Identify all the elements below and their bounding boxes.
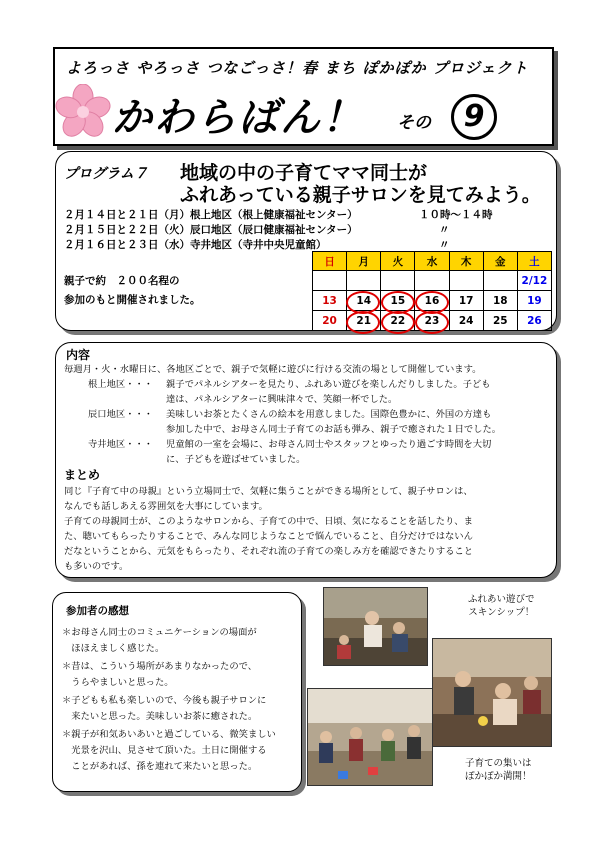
participants-note: 親子で約 ２００名程の: [64, 275, 180, 287]
area-label: 寺井地区・・・: [88, 439, 154, 450]
area-text: 児童館の一室を会場に、お母さん同士やスタッフとゆったり過ごす時間を大切: [166, 439, 492, 450]
schedule-text: ２月１４日と２１日（月）根上地区（根上健康福祉センター）: [64, 209, 358, 221]
schedule-time: 〃: [439, 239, 450, 251]
caption-line: スキンシップ！: [468, 607, 535, 618]
impression-line: ＊子どもも私も楽しいので、今後も親子サロンに: [62, 695, 267, 706]
content-intro: 毎週月・火・水曜日に、各地区ごとで、親子で気軽に遊びに行ける交流の場として開催しています。: [64, 364, 482, 375]
photo-caption: [468, 593, 535, 619]
calendar-cell-event: [415, 291, 449, 311]
summary-line: だなということから、元気をもらったり、それぞれ流の子育ての楽しみ方を確認できたりすること: [64, 546, 474, 557]
calendar-header-row: [313, 252, 552, 271]
day-header: 火: [381, 252, 415, 271]
calendar-week-row: [313, 311, 552, 331]
issue-number: 9: [451, 94, 497, 140]
area-text: 参加した中で、お母さん同士子育てのお話も弾み、親子で癒された１日でした。: [166, 424, 502, 435]
calendar-cell: [347, 271, 381, 291]
calendar-cell-event: [347, 311, 381, 331]
impression-line: 来たいと思った。美味しいお茶に癒された。: [62, 711, 258, 722]
caption-line: ぽかぽか満開！: [465, 771, 532, 782]
calendar-week-row: [313, 271, 552, 291]
impression-line: ＊昔は、こういう場所があまりなかったので、: [62, 661, 258, 672]
project-slogan: よろっさ やろっさ つなごっさ！春 まち ぽかぽか プロジェクト: [66, 59, 529, 77]
calendar-cell-event: [381, 291, 415, 311]
newsletter-title: かわらばん！: [112, 95, 364, 141]
impressions-title: 参加者の感想: [66, 605, 129, 617]
impression-line: ほほえましく感じた。: [62, 643, 165, 654]
calendar-cell: 2/12: [517, 271, 551, 291]
day-header: 月: [347, 252, 381, 271]
summary-line: なんでも話しあえる雰囲気を大事にしています。: [64, 501, 268, 512]
photo-panel-theater: [323, 587, 428, 666]
impression-line: うらやましいと思った。: [62, 677, 174, 688]
impression-line: ＊親子が和気あいあいと過ごしている、微笑ましい: [62, 729, 276, 740]
schedule-text: ２月１６日と２３日（水）寺井地区（寺井中央児童館）: [64, 239, 327, 251]
calendar-cell-event: [415, 311, 449, 331]
summary-line: 子育ての母親同士が、このようなサロンから、子育ての中で、日頃、気になることを話したり、ま: [64, 516, 473, 527]
day-header: 日: [313, 252, 347, 271]
photo-parents-children: [432, 638, 552, 747]
area-text: に、子どもを遊ばせていました。: [166, 454, 306, 465]
issue-label: その: [397, 113, 431, 133]
calendar-cell: 24: [449, 311, 483, 331]
day-header: 金: [483, 252, 517, 271]
day-header: 水: [415, 252, 449, 271]
content-heading: 内容: [66, 348, 91, 362]
area-text: 美味しいお茶とたくさんの絵本を用意しました。国際色豊かに、外国の方達も: [166, 409, 492, 420]
program-title-line1: 地域の中の子育てママ同士が: [180, 162, 428, 184]
area-text: 達は、パネルシアターに興味津々で、笑顔一杯でした。: [166, 394, 398, 405]
calendar-cell: 26: [517, 311, 551, 331]
calendar-cell: 17: [449, 291, 483, 311]
calendar-cell: 13: [313, 291, 347, 311]
photo-caption: [465, 757, 532, 783]
summary-heading: まとめ: [64, 468, 101, 482]
impression-line: 光景を沢山、見させて頂いた。土日に開催する: [62, 745, 267, 756]
calendar-cell-event: [347, 291, 381, 311]
schedule-row: [64, 207, 493, 222]
event-calendar: [312, 251, 552, 331]
area-label: 根上地区・・・: [88, 379, 154, 390]
photo-salon-room: [307, 688, 433, 786]
summary-line: た、聴いてもらったりすることで、みんな同じようなことで悩んでいること、自分だけではないん: [64, 531, 473, 542]
day-header: 木: [449, 252, 483, 271]
participants-note: 参加のもと開催されました。: [64, 294, 201, 306]
event-date: 14: [356, 294, 372, 307]
program-title-line2: ふれあっている親子サロンを見てみよう。: [180, 184, 541, 206]
program-label: プログラム７: [64, 166, 148, 182]
impression-line: ことがあれば、孫を連れて来たいと思った。: [62, 761, 258, 772]
summary-line: 同じ『子育て中の母親』という立場同士で、気軽に集うことができる場所として、親子サロンは、: [64, 486, 473, 497]
impression-line: ＊お母さん同士のコミュニケーションの場面が: [62, 627, 257, 638]
event-date: 22: [390, 314, 406, 327]
calendar-cell: [313, 271, 347, 291]
caption-line: ふれあい遊びで: [468, 594, 535, 605]
caption-line: 子育ての集いは: [465, 758, 532, 769]
schedule-text: ２月１５日と２２日（火）辰口地区（辰口健康福祉センター）: [64, 224, 358, 236]
calendar-cell: 19: [517, 291, 551, 311]
calendar-cell-event: [381, 311, 415, 331]
event-date: 15: [390, 294, 406, 307]
calendar-cell: [415, 271, 449, 291]
schedule-time: 〃: [439, 224, 450, 236]
area-label: 辰口地区・・・: [88, 409, 154, 420]
sakura-flower-icon: [55, 84, 111, 140]
schedule-time: １０時～１４時: [419, 209, 493, 221]
schedule-row: [64, 237, 450, 252]
event-date: 23: [424, 314, 440, 327]
calendar-cell: [483, 271, 517, 291]
day-header: 土: [517, 252, 551, 271]
event-date: 16: [424, 294, 440, 307]
calendar-cell: [381, 271, 415, 291]
calendar-cell: 20: [313, 311, 347, 331]
schedule-row: [64, 222, 450, 237]
calendar-week-row: [313, 291, 552, 311]
calendar-cell: 25: [483, 311, 517, 331]
event-date: 21: [356, 314, 372, 327]
calendar-cell: [449, 271, 483, 291]
summary-line: も多いのです。: [64, 561, 129, 572]
area-text: 親子でパネルシアターを見たり、ふれあい遊びを楽しんだりしました。子ども: [166, 379, 491, 390]
calendar-cell: 18: [483, 291, 517, 311]
